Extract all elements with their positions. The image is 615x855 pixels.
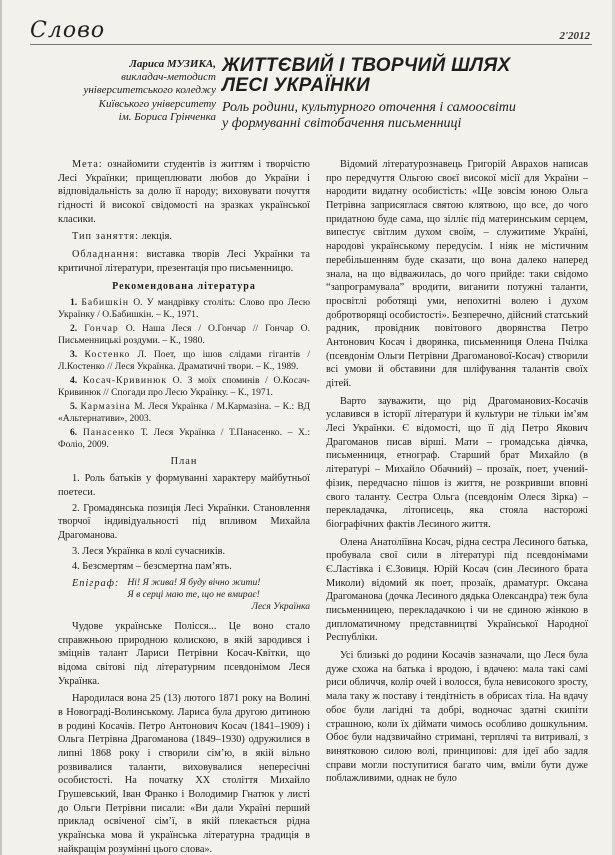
left-column	[58, 158, 310, 855]
epigraph	[58, 577, 310, 601]
goal-label: Мета:	[72, 159, 103, 170]
equipment-label: Обладнання:	[72, 249, 140, 261]
article-subtitle	[222, 100, 582, 132]
epigraph-line-1: Ні! Я жива! Я буду вічно жити!	[127, 577, 261, 589]
title-line-1: ЖИТТЄВИЙ І ТВОРЧИЙ ШЛЯХ	[222, 55, 511, 76]
body-paragraph: Усі близькі до родини Косачів зазначали, що Леся була дуже схожа на батька і вродою, і вдачею: мала такі самі риси обличчя, колір очей і волосся, була невисокого зросту, мала таку ж поставу і тендітність в обрисах тіла. На вдачу обоє були лагідні та добрі, водночас здатні скипіти страшною, коли їх діймати чимось особливо дошкульним. Обоє були надзвичайно стримані, терплячі та витривалі, з винятковою силою волі, принципові: для ідеї або задля справи могли поступитися багато чим, вміли бути дуже поблажливими, однак не було	[326, 650, 588, 785]
equipment-text: виставка творів Лесі Українки та критичної літератури, презентація про письменницю.	[58, 249, 310, 274]
subtitle-line-1: Роль родини, культурного оточення і самоосвіти	[222, 99, 516, 115]
literature-heading: Рекомендована література	[112, 280, 256, 292]
article-title	[222, 56, 582, 96]
journal-logo: Слово	[30, 18, 106, 43]
header-rule	[30, 44, 592, 45]
lesson-type-text: лекція.	[141, 231, 172, 243]
plan-item: 1. Роль батьків у формуванні характеру майбутньої поетеси.	[58, 473, 310, 498]
literature-item: 5. Кармазіна М. Леся Українка / М.Кармазіна. – К.: ВД «Альтернативи», 2003.	[58, 400, 310, 424]
author-block	[66, 58, 216, 124]
author-affiliation-1: університетського коледжу	[83, 84, 216, 97]
body-paragraph: Варто зауважити, що рід Драгоманових-Косачів уславився в історії літератури й культури не тільки ім’ям Лесі Українки. Є відомості, що її дід Петро Якович Драгоманов писав вірші. Мати – громадська діячка, письменниця, етнограф. Старший брат Михайло (в літературі – Михайло Обачний) – прозаїк, поет, учений-фізик, передчасно пішов із життя, не розкривши вповні свого таланту. Сестра Ольга (псевдонім Олеся Зірка) – перекладачка, літописець, яка стояла насторожі біографічних фактів Лесиного життя.	[326, 395, 588, 530]
equipment	[58, 248, 310, 275]
plan-item: 3. Леся Українка в колі сучасників.	[72, 545, 226, 557]
right-column	[326, 158, 588, 790]
issue-number: 2'2012	[559, 30, 590, 42]
goal-text: ознайомити студентів із життям і творчістю Лесі Українки; прищеплювати любов до України і відповідальність за долю її народу; виховувати почуття гідності й високої свідомості на зразках української класики.	[58, 159, 310, 225]
goal-paragraph	[58, 158, 310, 226]
literature-item: 6. Панасенко Т. Леся Українка / Т.Панасенко. – Х.: Фоліо, 2009.	[58, 426, 310, 450]
epigraph-label: Епіграф:	[72, 578, 120, 590]
article-title-block	[222, 56, 582, 132]
author-position: викладач-методист	[121, 71, 216, 84]
literature-item: 2. Гончар О. Наша Леся / О.Гончар // Гончар О. Письменницькі роздуми. – К., 1980.	[58, 322, 310, 346]
epigraph-line-2: Я в серці маю те, що не вмирає!	[127, 589, 260, 601]
title-line-2: ЛЕСІ УКРАЇНКИ	[222, 74, 370, 96]
subtitle-line-2: у формуванні світобачення письменниці	[222, 115, 462, 131]
literature-item: 1. Бабишкін О. У мандрівку століть: Слово про Лесю Українку / О.Бабишкін. – К., 1971.	[58, 296, 311, 320]
body-paragraph: Відомий літературознавець Григорій Авраxов написав про передчуття Ольгою своєї високої місії для України – народити видатну особистість: «Ще зовсім юною Ольга Петрівна заприсяглася святою клятвою, що все, до чого придатною буде сама, що зілліє під материнським серцем, випестує світлим духом своїм, – служитиме Україні, народові українському передусім. І ніяк не містичним перебільшенням буде сказати, що вона далеко наперед знала, на що відважилась, до чого прийде: таки свідомо “запрограмувала” вродити, виганити потужні таланти, просвітлі роботящі уми, непохитні волею і духом добротворящі особистості». Безперечно, дійсний статський радник, провідник повітового дворянства Петро Антонович Косач і дворянка, письменниця Олена Пчілка (псевдонім Ольги Петрівни Драгоманової-Косач) створили всі умови й обставини для шліфування талантів своїх дітей.	[326, 159, 588, 389]
page-edge-left	[0, 0, 2, 855]
literature-list	[58, 297, 310, 451]
epigraph-source: Леся Українка	[251, 601, 310, 613]
plan-list	[58, 472, 310, 574]
author-affiliation-2: Київського університету	[98, 97, 216, 110]
lesson-type	[58, 230, 310, 244]
epigraph-text	[127, 577, 260, 601]
body-paragraph: Народилася вона 25 (13) лютого 1871 року на Волині в Новограді-Волинському. Лариса була другою дитиною в родині Косачів. Петро Антонович Косач (1841–1909) і Ольга Петрівна Драгоманова (1849–1930) одружилися в липні 1868 року і створили сім’ю, в якій вільно розвивалися таланти, виховувалися непересічні особистості. На початку ХХ століття Михайло Грушевський, Іван Франко і Володимир Гнатюк у листі до Ольги Петрівни писали: «Ви дали Україні перший приклад освіченої сім’ї, в якій плекається рідна українська мова й українська літературна традиція в найкращім розумінні цього слова».	[58, 693, 310, 855]
plan-heading: План	[170, 455, 198, 467]
plan-item: 4. Безсмертям – безсмертна пам’ять.	[72, 561, 232, 573]
literature-item: 3. Костенко Л. Поет, що ішов слідами гігантів / Л.Костенко // Леся Українка. Драматичні твори. – К., 1989.	[58, 348, 311, 372]
body-paragraph: Олена Анатоліївна Косач, рідна сестра Лесиного батька, пробувала свої сили в літературі під псевдонімами Є.Ластівка і Є.Зовиця. Юрій Косач (син Лесиного брата Миколи) відомий як поет, прозаїк, драматург. Оксана Драгоманова (дочка Лесиного дядька Олександра) теж була письменницею, перекладачкою і чи не єдиною жінкою в дипломатичному представництві Української Народної Республіки.	[326, 536, 588, 644]
author-affiliation-3: ім. Бориса Грінченка	[118, 110, 216, 123]
plan-item: 2. Громадянська позиція Лесі Українки. Становлення творчої індивідуальності під впливом Михайла Драгоманова.	[58, 502, 310, 542]
author-name: Лариса МУЗИКА,	[129, 58, 216, 70]
lesson-type-label: Тип заняття:	[72, 231, 139, 243]
literature-item: 4. Косач-Кривинюк О. З моїх споминів / О.Косач-Кривинюк // Спогади про Лесю Українку. – К., 1971.	[58, 374, 310, 398]
body-paragraph: Чудове українське Полісся... Це воно стало справжньою природною колискою, в якій зародився і зміцнів талант Лариси Петрівни Косач-Квітки, що відома світові під літературним псевдонімом Леся Українка.	[58, 620, 310, 687]
